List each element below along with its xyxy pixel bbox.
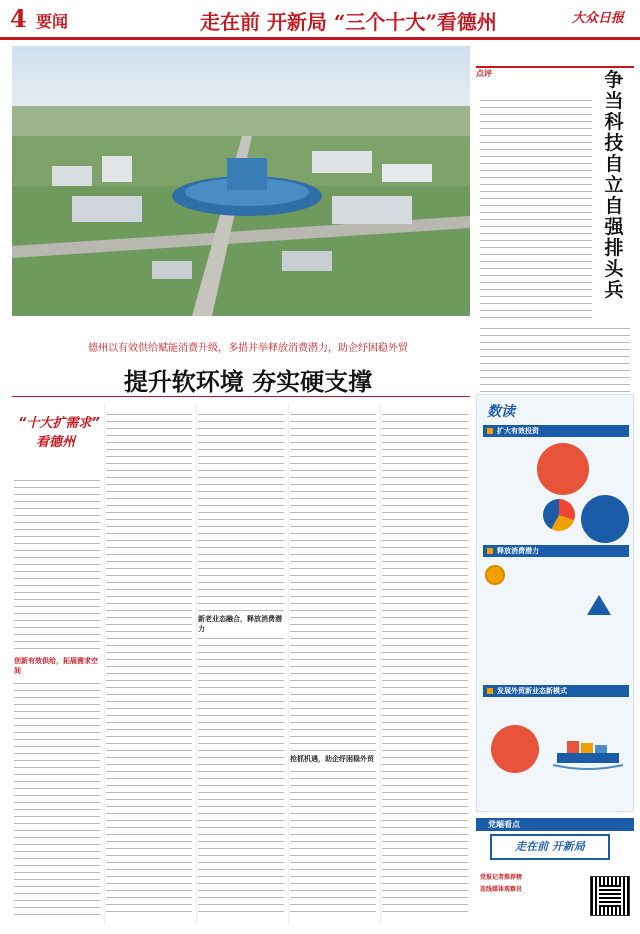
body-column-5 [382, 410, 468, 918]
dangdui-item[interactable] [480, 886, 584, 894]
body-column-1 [14, 476, 100, 918]
subhead-2: 新老业态融合，释放消费潜力 [198, 612, 284, 636]
kicker [18, 412, 108, 472]
dangdui-header: 党端看点 [476, 818, 634, 831]
dangdui-logo: 走在前 开新局 [490, 834, 610, 860]
page-number: 4 [10, 4, 27, 33]
kicker-line-2: 看德州 [36, 435, 76, 450]
opinion-title: 争当科技自立自强排头兵 [604, 69, 624, 301]
dangdui-item-tag: 连线媒体观察员 [480, 886, 523, 893]
divider [12, 396, 470, 397]
dangdui-items [480, 874, 584, 898]
stat-circle-3 [491, 725, 539, 773]
subhead-3: 抢抓机遇，助企纾困稳外贸 [290, 752, 376, 766]
qr-code[interactable] [590, 876, 630, 916]
dangdui-item[interactable] [480, 874, 584, 882]
stat-circle-1 [537, 443, 589, 495]
data-box-title: 数读 [487, 404, 515, 420]
body-column-3 [198, 410, 284, 918]
section-title: 要闻 [36, 12, 69, 31]
growth-icon [587, 595, 611, 615]
kicker-line-1: “十大扩需求” [18, 416, 100, 431]
page-slogan: 走在前 开新局 “三个十大”看德州 [200, 10, 497, 34]
photo-caption [12, 318, 470, 332]
data-section-2: 释放消费潜力 [483, 545, 629, 557]
column-rule [104, 404, 105, 924]
body-column-2 [106, 410, 192, 918]
ship-icon [553, 731, 623, 771]
data-box [476, 394, 634, 812]
opinion-tag: 点评 [476, 69, 492, 78]
opinion-body [480, 96, 592, 322]
column-rule [196, 404, 197, 924]
body-column-4 [290, 410, 376, 918]
coin-icon [485, 565, 505, 585]
dangdui-item-tag: 党报记者推荐榜 [480, 874, 523, 881]
column-rule [288, 404, 289, 924]
subheadline: 德州以有效供给赋能消费升级，多措并举释放消费潜力，助企纾困稳外贸 [88, 343, 408, 354]
data-section-1: 扩大有效投资 [483, 425, 629, 437]
investment-pie-icon [543, 499, 575, 531]
page-header [0, 0, 640, 40]
aerial-photo [12, 46, 470, 316]
column-rule [380, 404, 381, 924]
data-section-3: 发展外贸新业态新模式 [483, 685, 629, 697]
headline: 提升软环境 夯实硬支撑 [123, 367, 373, 396]
newspaper-logo: 大众日报 [571, 11, 624, 26]
subhead-1: 创新有效供给，拓展需求空间 [14, 654, 100, 678]
stat-circle-2 [581, 495, 629, 543]
